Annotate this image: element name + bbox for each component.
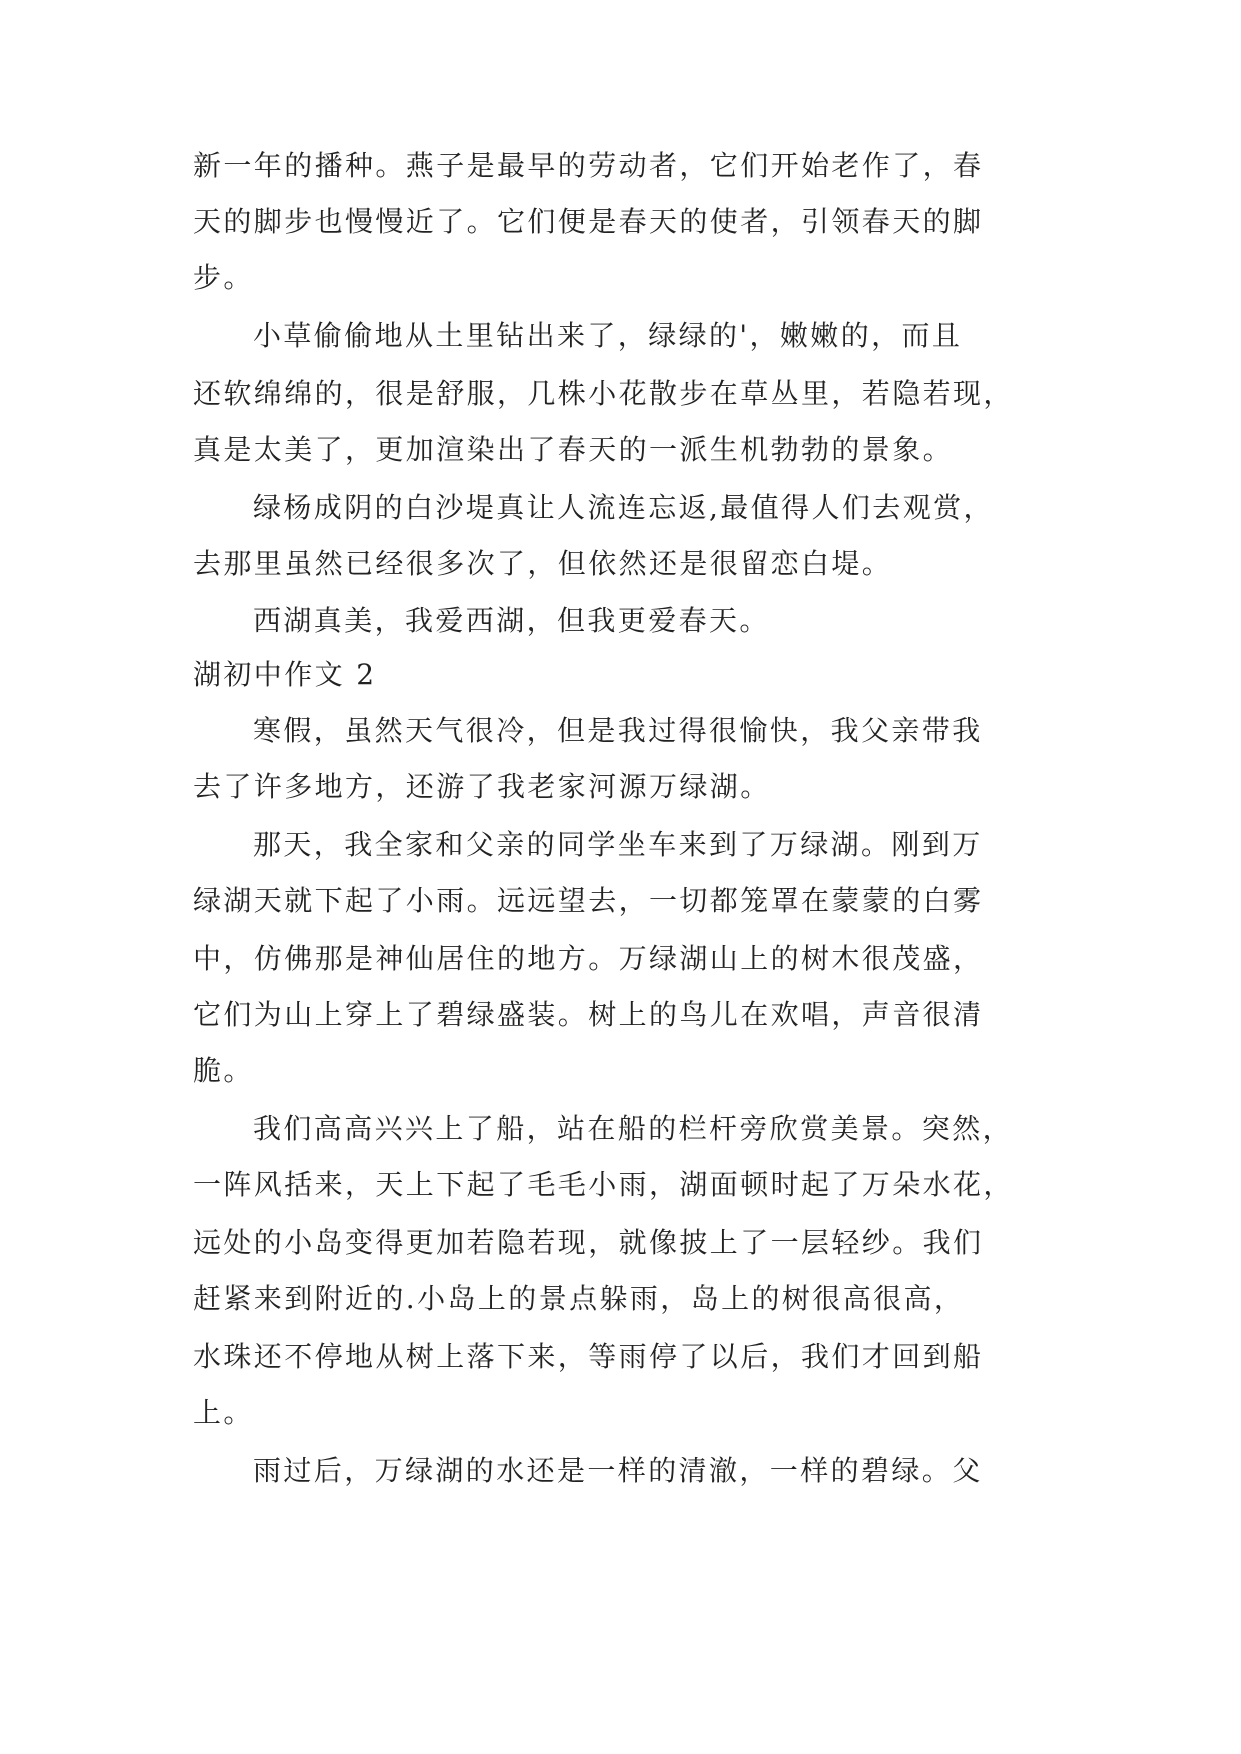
section-heading: 湖初中作文 2 — [193, 658, 377, 691]
text-line: 我们高高兴兴上了船，站在船的栏杆旁欣赏美景。突然， — [253, 1112, 1014, 1145]
text-line: 赶紧来到附近的.小岛上的景点躲雨，岛上的树很高很高， — [193, 1282, 965, 1315]
text-line: 绿湖天就下起了小雨。远远望去，一切都笼罩在蒙蒙的白雾 — [193, 884, 984, 917]
text-line: 脆。 — [193, 1054, 254, 1087]
text-line: 去了许多地方，还游了我老家河源万绿湖。 — [193, 770, 771, 803]
text-line: 西湖真美，我爱西湖，但我更爱春天。 — [253, 604, 770, 637]
text-line: 绿杨成阴的白沙堤真让人流连忘返,最值得人们去观赏， — [253, 491, 994, 524]
text-line: 水珠还不停地从树上落下来，等雨停了以后，我们才回到船 — [193, 1340, 984, 1373]
text-line: 中，仿佛那是神仙居住的地方。万绿湖山上的树木很茂盛， — [193, 942, 984, 975]
text-line: 雨过后，万绿湖的水还是一样的清澈，一样的碧绿。父 — [253, 1454, 983, 1487]
text-line: 还软绵绵的，很是舒服，几株小花散步在草丛里，若隐若现， — [193, 377, 1014, 410]
text-line: 远处的小岛变得更加若隐若现，就像披上了一层轻纱。我们 — [193, 1226, 984, 1259]
text-line: 步。 — [193, 261, 254, 294]
text-line: 寒假，虽然天气很冷，但是我过得很愉快，我父亲带我 — [253, 714, 983, 747]
text-line: 上。 — [193, 1396, 254, 1429]
text-line: 一阵风括来，天上下起了毛毛小雨，湖面顿时起了万朵水花， — [193, 1168, 1014, 1201]
text-line: 小草偷偷地从土里钻出来了，绿绿的'，嫩嫩的，而且 — [253, 319, 963, 352]
text-line: 天的脚步也慢慢近了。它们便是春天的使者，引领春天的脚 — [193, 205, 984, 238]
text-line: 它们为山上穿上了碧绿盛装。树上的鸟儿在欢唱，声音很清 — [193, 998, 984, 1031]
text-line: 真是太美了，更加渲染出了春天的一派生机勃勃的景象。 — [193, 433, 954, 466]
text-line: 新一年的播种。燕子是最早的劳动者，它们开始老作了，春 — [193, 149, 984, 182]
text-line: 去那里虽然已经很多次了，但依然还是很留恋白堤。 — [193, 547, 893, 580]
text-line: 那天，我全家和父亲的同学坐车来到了万绿湖。刚到万 — [253, 828, 983, 861]
